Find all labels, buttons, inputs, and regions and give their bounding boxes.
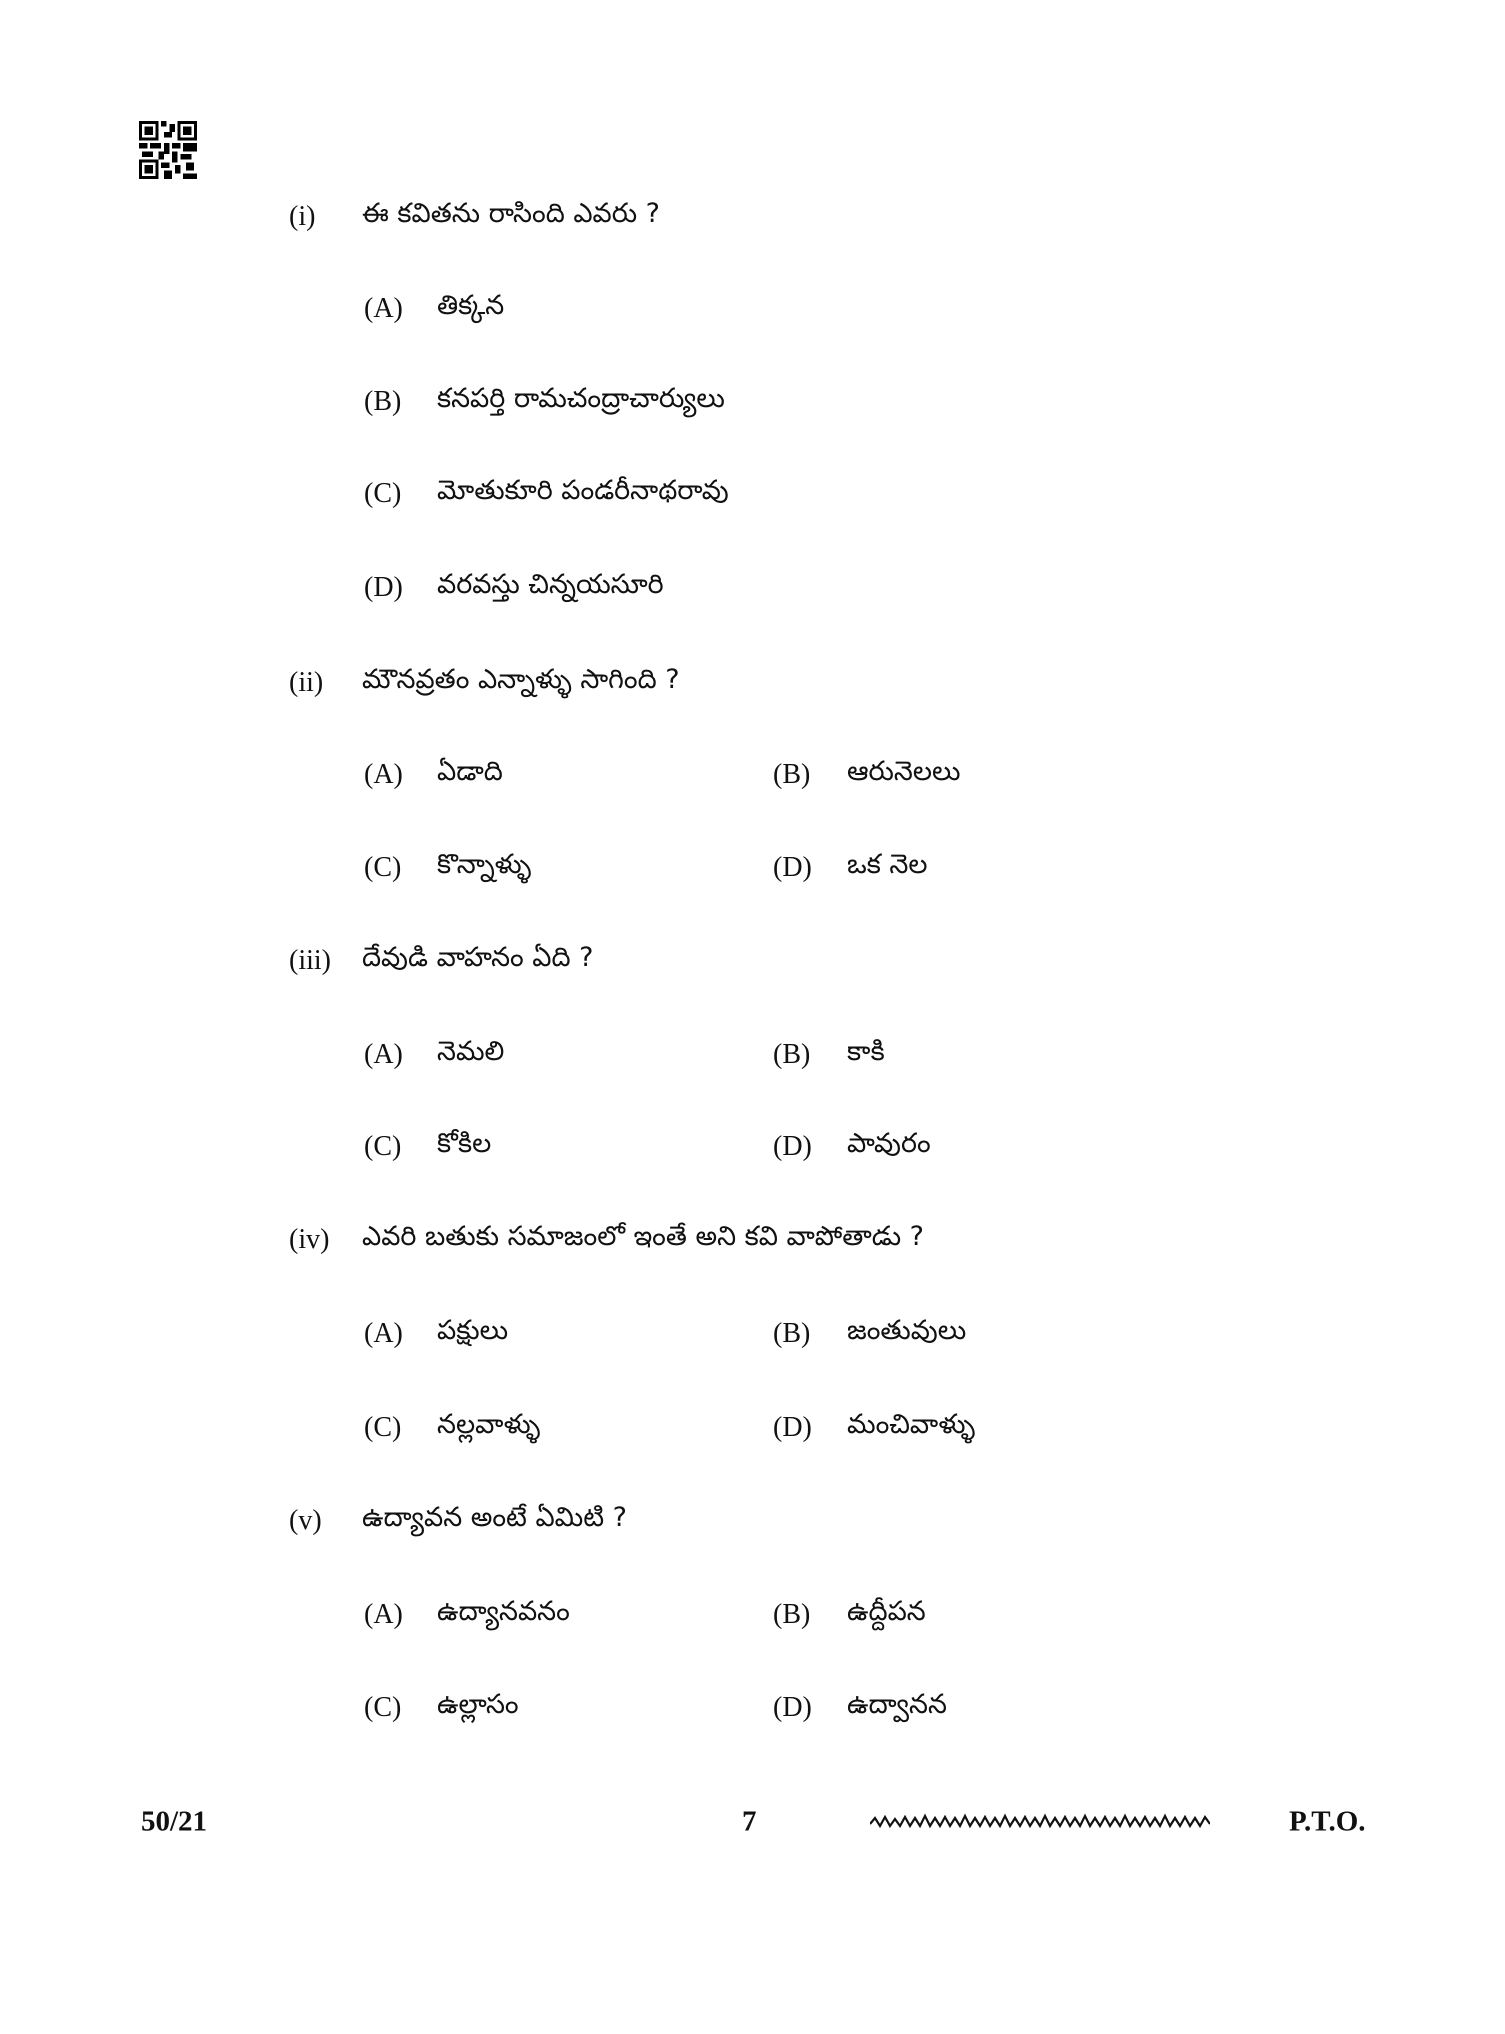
option-label-c: (C)	[364, 1412, 402, 1443]
option-label-a: (A)	[364, 293, 403, 324]
option-text-a: ఉద్యానవనం	[437, 1596, 570, 1627]
option-label-b: (B)	[773, 1599, 811, 1630]
option-text-d: మంచివాళ్ళు	[847, 1409, 976, 1440]
option-text-b: కాకి	[847, 1036, 885, 1067]
option-label-b: (B)	[364, 386, 402, 417]
option-label-a: (A)	[364, 1039, 403, 1070]
option-text-c: కోకిల	[437, 1128, 492, 1159]
option-label-d: (D)	[773, 1412, 812, 1443]
option-text-a: నెమలి	[437, 1036, 505, 1067]
option-label-d: (D)	[773, 852, 812, 883]
wavy-line-divider-icon	[870, 1812, 1210, 1832]
option-label-d: (D)	[773, 1692, 812, 1723]
option-label-a: (A)	[364, 1318, 403, 1349]
option-label-b: (B)	[773, 759, 811, 790]
option-label-d: (D)	[364, 572, 403, 603]
option-text-c: మోతుకూరి పండరీనాథరావు	[437, 475, 729, 506]
option-text-a: పక్షులు	[437, 1315, 509, 1346]
option-label-c: (C)	[364, 1692, 402, 1723]
question-number: (ii)	[289, 667, 324, 698]
qr-code-icon	[137, 121, 199, 179]
question-text: ఉద్యావన అంటే ఏమిటి ?	[362, 1502, 627, 1533]
option-text-c: కొన్నాళ్ళు	[437, 849, 532, 880]
question-text: ఈ కవితను రాసింది ఎవరు ?	[362, 198, 661, 229]
question-text: దేవుడి వాహనం ఏది ?	[362, 942, 594, 973]
option-text-b: ఆరునెలలు	[847, 756, 961, 787]
option-text-d: పావురం	[847, 1128, 931, 1159]
option-label-a: (A)	[364, 759, 403, 790]
option-text-d: ఉద్వానన	[847, 1689, 947, 1720]
option-text-b: జంతువులు	[847, 1315, 967, 1346]
option-text-d: ఒక నెల	[847, 849, 928, 880]
question-number: (v)	[289, 1505, 322, 1536]
option-label-c: (C)	[364, 852, 402, 883]
option-text-b: ఉద్దీపన	[847, 1596, 926, 1627]
option-text-d: వరవస్తు చిన్నయసూరి	[437, 569, 664, 600]
question-number: (iv)	[289, 1224, 330, 1255]
question-text: ఎవరి బతుకు సమాజంలో ఇంతే అని కవి వాపోతాడు ?	[362, 1221, 925, 1252]
option-text-b: కనపర్తి రామచంద్రాచార్యులు	[437, 383, 725, 414]
question-number: (i)	[289, 201, 316, 232]
option-label-a: (A)	[364, 1599, 403, 1630]
option-label-c: (C)	[364, 478, 402, 509]
pto-label: P.T.O.	[1289, 1805, 1366, 1838]
option-text-a: ఏడాది	[437, 756, 503, 787]
option-label-d: (D)	[773, 1131, 812, 1162]
option-text-c: ఉల్లాసం	[437, 1689, 519, 1720]
option-text-a: తిక్కన	[437, 290, 505, 321]
option-label-b: (B)	[773, 1039, 811, 1070]
page-number: 7	[742, 1805, 757, 1838]
paper-code: 50/21	[141, 1805, 208, 1838]
option-label-c: (C)	[364, 1131, 402, 1162]
question-number: (iii)	[289, 945, 331, 976]
question-text: మౌనవ్రతం ఎన్నాళ్ళు సాగింది ?	[362, 664, 680, 695]
option-text-c: నల్లవాళ్ళు	[437, 1409, 541, 1440]
option-label-b: (B)	[773, 1318, 811, 1349]
